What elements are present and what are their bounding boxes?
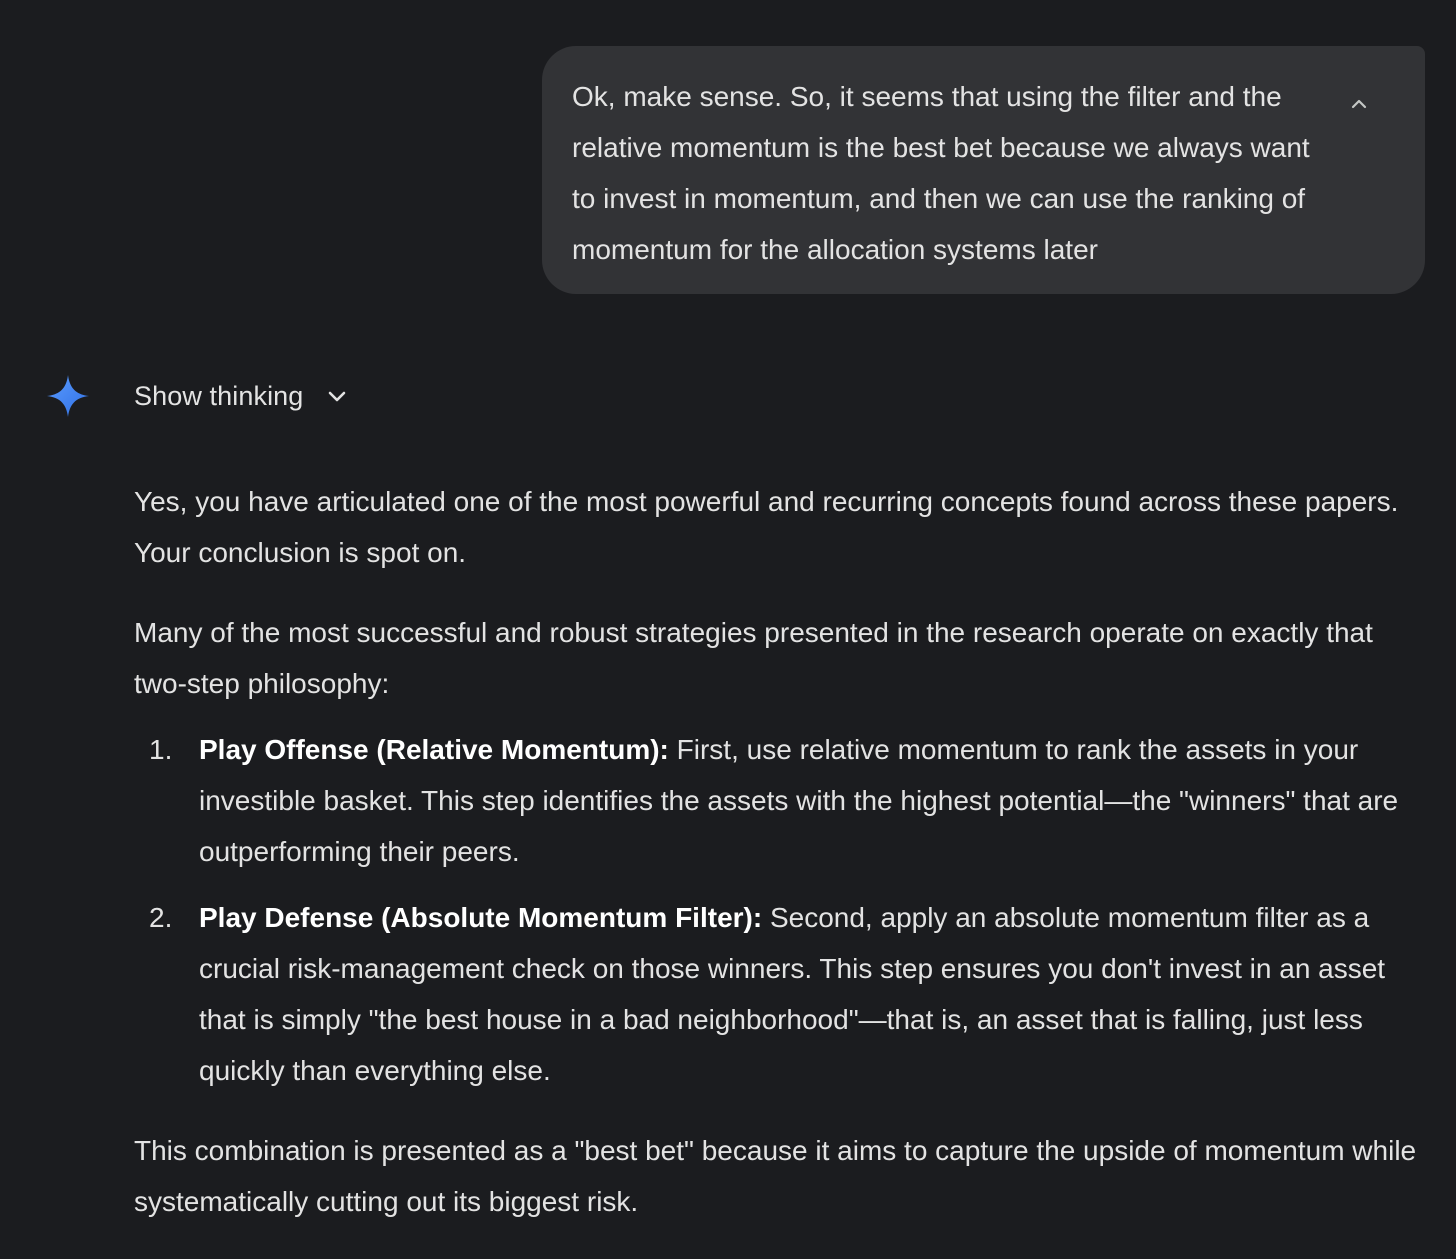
- assistant-response: [134, 476, 1429, 1256]
- list-item-text: First, use relative momentum to rank the assets in your investible basket. This step identifies the assets with the highest potential—the "winners" that are outperforming their peers.: [199, 734, 1399, 867]
- response-paragraph-3: This combination is presented as a "best bet" because it aims to capture the upside of momentum while systematically cutting out its biggest risk.: [134, 1135, 1417, 1217]
- list-item-title: Play Defense (Absolute Momentum Filter):: [199, 902, 763, 933]
- show-thinking-toggle[interactable]: [134, 376, 349, 416]
- collapse-message-button[interactable]: [1345, 90, 1373, 118]
- response-list: [134, 724, 1429, 1096]
- list-item: [149, 892, 1429, 1096]
- list-item-text: Second, apply an absolute momentum filter as a crucial risk-management check on those winners. This step ensures you don't invest in an asset that is simply "the best house in a bad neighborhood"—that is, an asset that is falling, just less quickly than everything else.: [199, 902, 1386, 1086]
- list-item-number: 2.: [149, 902, 173, 933]
- chevron-up-icon: [1349, 94, 1369, 114]
- user-message-bubble: [542, 46, 1425, 294]
- show-thinking-label: Show thinking: [134, 380, 304, 411]
- chevron-down-icon: [325, 384, 349, 408]
- response-paragraph-2: Many of the most successful and robust strategies presented in the research operate on exactly that two-step philosophy:: [134, 617, 1373, 699]
- response-paragraph-1: Yes, you have articulated one of the most powerful and recurring concepts found across these papers. Your conclusion is spot on.: [134, 486, 1399, 568]
- list-item-number: 1.: [149, 734, 173, 765]
- list-item-title: Play Offense (Relative Momentum):: [199, 734, 669, 765]
- list-item: [149, 724, 1429, 877]
- user-message-text: Ok, make sense. So, it seems that using the filter and the relative momentum is the best bet because we always want to invest in momentum, and then we can use the ranking of momentum for the allocation systems later: [572, 81, 1310, 265]
- gemini-sparkle-icon: [46, 374, 90, 418]
